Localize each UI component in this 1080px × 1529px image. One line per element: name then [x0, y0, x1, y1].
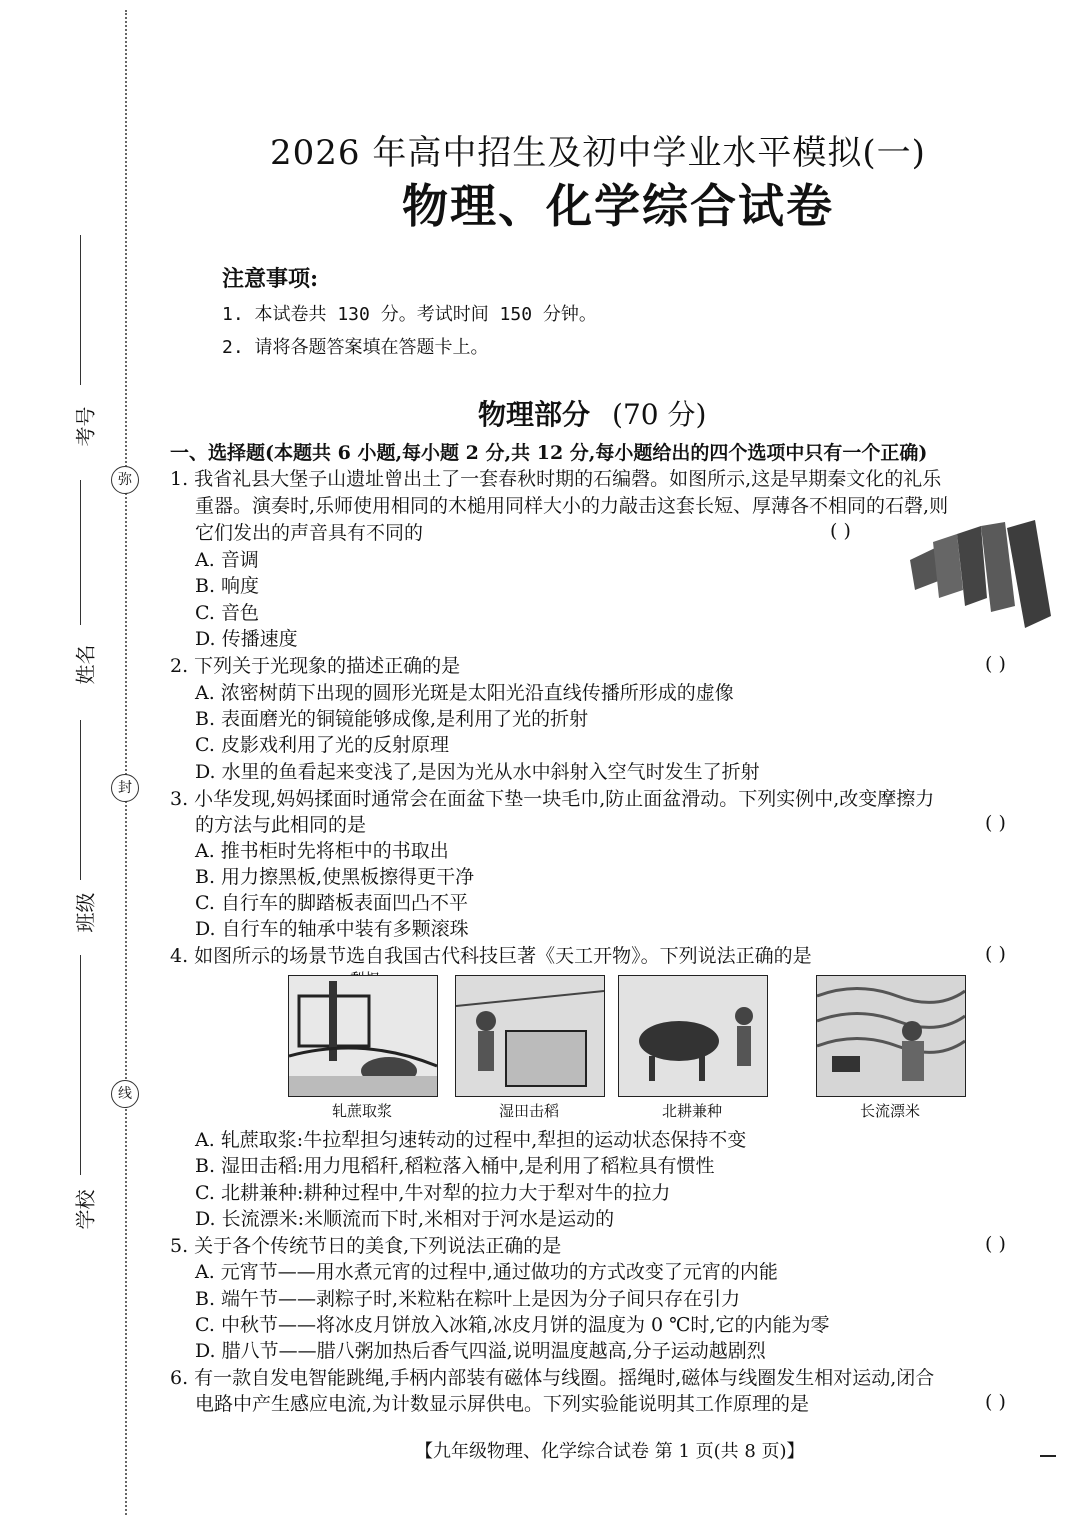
section-points: (70 分) — [612, 398, 707, 431]
scene-caption: 湿田击稻 — [498, 1102, 559, 1120]
q1-option: B. 响度 — [195, 575, 260, 597]
q2-option: A. 浓密树荫下出现的圆形光斑是太阳光沿直线传播所形成的虚像 — [195, 682, 734, 704]
q5-option: A. 元宵节——用水煮元宵的过程中,通过做功的方式改变了元宵的内能 — [195, 1261, 778, 1283]
section-title — [478, 393, 706, 433]
scene-threshing-rice — [455, 975, 605, 1097]
name-line — [80, 480, 81, 625]
q3-option: C. 自行车的脚踏板表面凹凸不平 — [195, 892, 468, 914]
answer-paren: ( ) — [985, 943, 1006, 965]
q4-option: A. 轧蔗取浆:牛拉犁担匀速转动的过程中,犁担的运动状态保持不变 — [195, 1129, 747, 1151]
answer-paren: ( ) — [985, 653, 1006, 675]
scene-caption: 轧蔗取浆 — [331, 1102, 392, 1120]
page-footer: 【九年级物理、化学综合试卷 第 1 页(共 8 页)】 — [415, 1441, 805, 1462]
q6-line: 6. 有一款自发电智能跳绳,手柄内部装有磁体与线圈。摇绳时,磁体与线圈发生相对运动,闭合 — [170, 1367, 935, 1389]
class-label: 班级 — [73, 892, 98, 933]
q1-line: 1. 我省礼县大堡子山遗址曾出土了一套春秋时期的石编磬。如图所示,这是早期秦文化的礼乐 — [170, 468, 942, 490]
fold-dotted-line — [125, 10, 127, 1515]
q2-option: B. 表面磨光的铜镜能够成像,是利用了光的折射 — [195, 708, 589, 730]
exam-number-label: 考号 — [73, 406, 98, 447]
exam-subtitle: 物理、化学综合试卷 — [402, 179, 834, 233]
q3-option: A. 推书柜时先将柜中的书取出 — [195, 840, 449, 862]
class-line — [80, 720, 81, 880]
q4-option: B. 湿田击稻:用力甩稻秆,稻粒落入桶中,是利用了稻粒具有惯性 — [195, 1155, 715, 1177]
notice-heading: 注意事项: — [222, 266, 319, 292]
answer-paren: ( ) — [830, 520, 851, 542]
q4-option: C. 北耕兼种:耕种过程中,牛对犁的拉力大于犁对牛的拉力 — [195, 1182, 671, 1204]
q6-line: 电路中产生感应电流,为计数显示屏供电。下列实验能说明其工作原理的是 — [195, 1393, 810, 1415]
scene-sugarcane-press — [288, 975, 438, 1097]
answer-paren: ( ) — [985, 1391, 1006, 1413]
q5-option: C. 中秋节——将冰皮月饼放入冰箱,冰皮月饼的温度为 0 ℃时,它的内能为零 — [195, 1314, 830, 1336]
scene-caption: 北耕兼种 — [661, 1102, 722, 1120]
q4-stem: 4. 如图所示的场景节选自我国古代科技巨著《天工开物》。下列说法正确的是 — [170, 945, 812, 967]
q1-line: 重器。演奏时,乐师使用相同的木槌用同样大小的力敲击这套长短、厚薄各不相同的石磬,则 — [195, 495, 949, 517]
seal-char-feng: 封 — [111, 774, 139, 802]
school-label: 学校 — [73, 1189, 98, 1230]
name-label: 姓名 — [73, 644, 98, 685]
seal-char-mi: 弥 — [111, 466, 139, 494]
q2-option: D. 水里的鱼看起来变浅了,是因为光从水中斜射入空气时发生了折射 — [195, 761, 760, 783]
school-line — [80, 955, 81, 1175]
scene-ox-plowing — [618, 975, 768, 1097]
exam-title: 2026 年高中招生及初中学业水平模拟(一) — [270, 133, 926, 173]
q1-option: A. 音调 — [195, 549, 259, 571]
part-heading: 一、选择题(本题共 6 小题,每小题 2 分,共 12 分,每小题给出的四个选项中只有一个正确) — [170, 442, 928, 464]
q4-option: D. 长流漂米:米顺流而下时,米相对于河水是运动的 — [195, 1208, 615, 1230]
q5-option: D. 腊八节——腊八粥加热后香气四溢,说明温度越高,分子运动越剧烈 — [195, 1340, 766, 1362]
section-name: 物理部分 — [478, 398, 591, 431]
q1-option: D. 传播速度 — [195, 628, 298, 650]
notice-item: 2. 请将各题答案填在答题卡上。 — [222, 337, 489, 358]
notice-item: 1. 本试卷共 130 分。考试时间 150 分钟。 — [222, 304, 597, 325]
q3-option: B. 用力擦黑板,使黑板擦得更干净 — [195, 866, 475, 888]
scene-river-rice — [816, 975, 966, 1097]
q3-line: 的方法与此相同的是 — [195, 814, 367, 836]
scene-caption: 长流漂米 — [859, 1102, 920, 1120]
q3-line: 3. 小华发现,妈妈揉面时通常会在面盆下垫一块毛巾,防止面盆滑动。下列实例中,改变摩擦力 — [170, 788, 935, 810]
seal-char-xian: 线 — [111, 1080, 139, 1108]
stone-chimes-image — [905, 520, 1055, 630]
binding-margin — [0, 0, 160, 1529]
q5-option: B. 端午节——剥粽子时,米粒粘在粽叶上是因为分子间只存在引力 — [195, 1288, 741, 1310]
exam-number-line — [80, 235, 81, 385]
q1-option: C. 音色 — [195, 602, 259, 624]
q3-option: D. 自行车的轴承中装有多颗滚珠 — [195, 918, 469, 940]
q2-option: C. 皮影戏利用了光的反射原理 — [195, 734, 449, 756]
q5-stem: 5. 关于各个传统节日的美食,下列说法正确的是 — [170, 1235, 562, 1257]
q1-line: 它们发出的声音具有不同的 — [195, 522, 424, 544]
answer-paren: ( ) — [985, 812, 1006, 834]
corner-dash — [1040, 1455, 1056, 1457]
answer-paren: ( ) — [985, 1233, 1006, 1255]
q2-stem: 2. 下列关于光现象的描述正确的是 — [170, 655, 461, 677]
